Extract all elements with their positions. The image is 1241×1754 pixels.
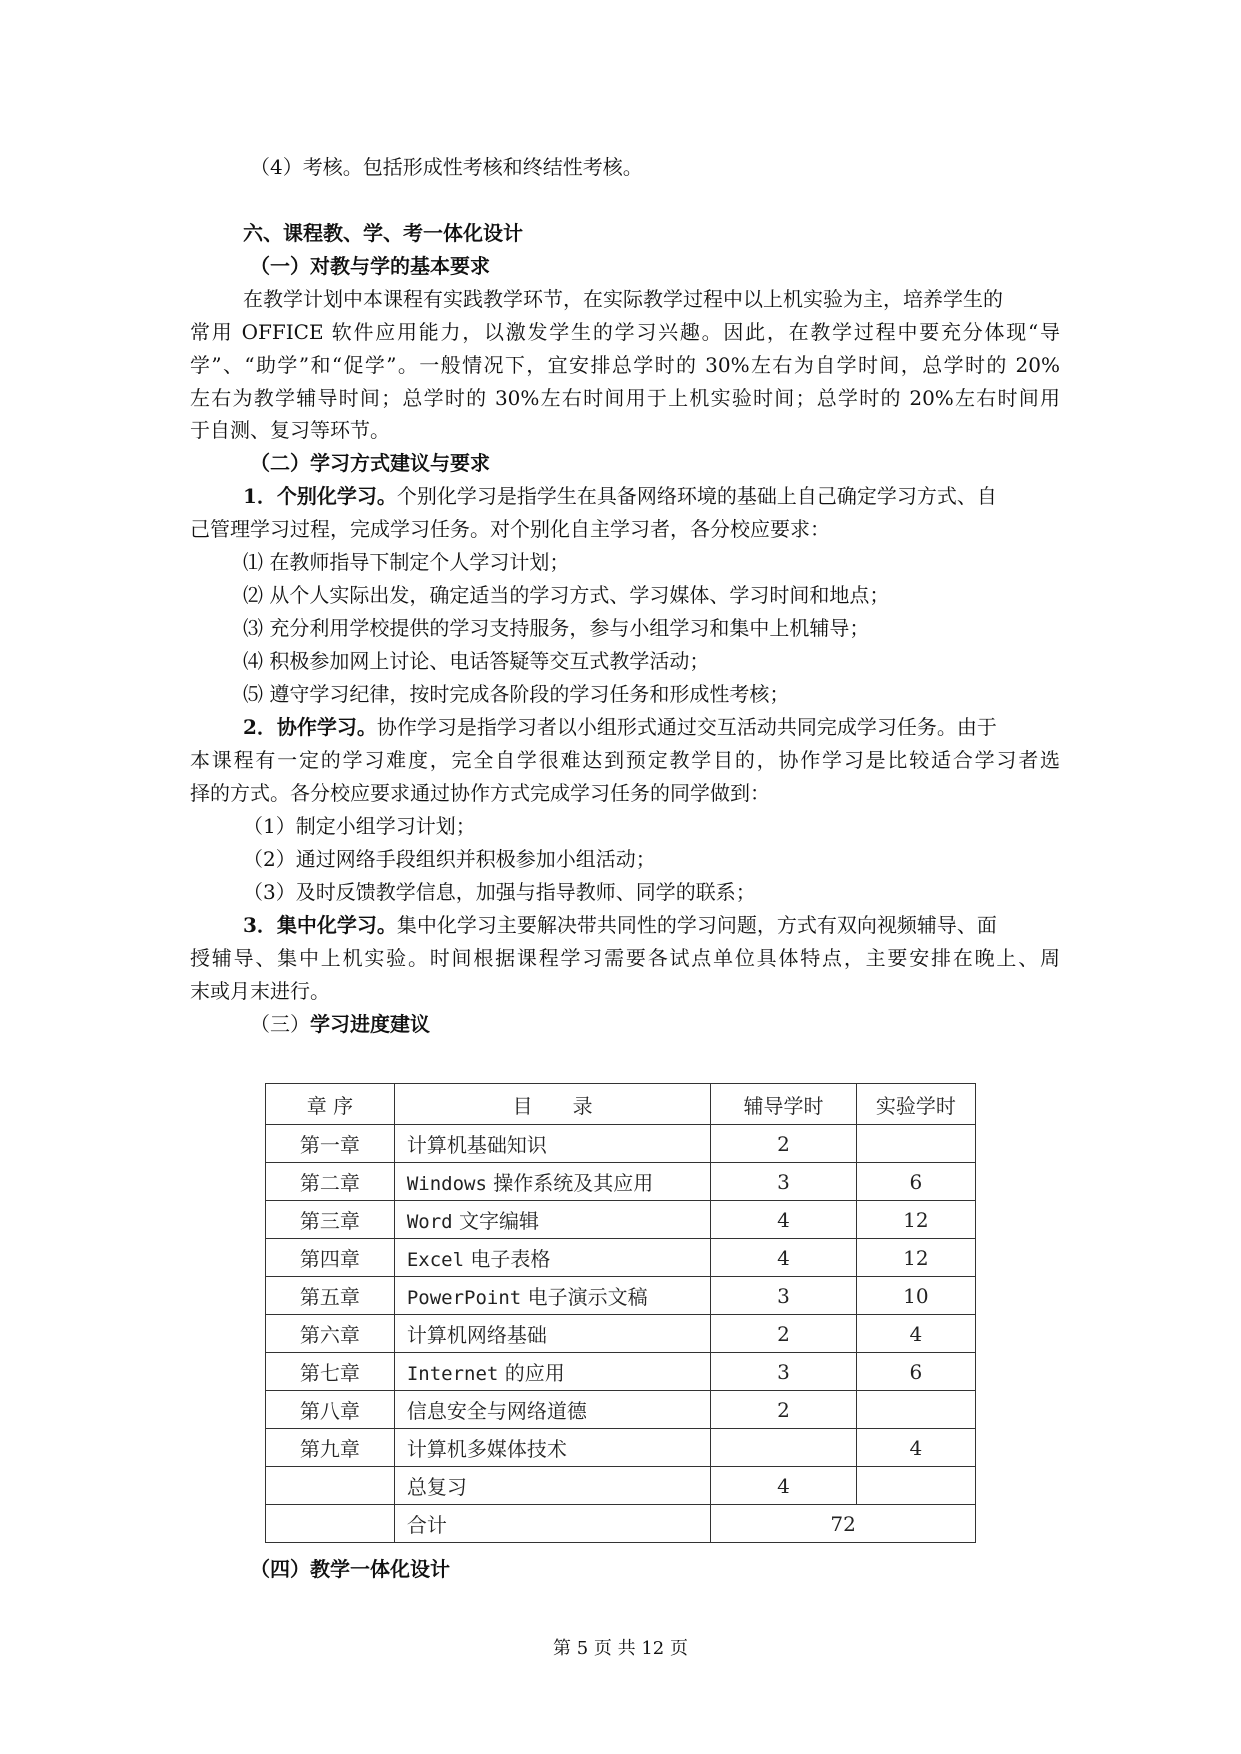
subsection-four-heading: （四）教学一体化设计 <box>250 1557 450 1581</box>
collab-study-item-2: （2）通过网络手段组织并积极参加小组活动； <box>243 847 656 871</box>
tutoring-hours-cell: 3 <box>711 1353 856 1391</box>
individual-study-text-1: 个别化学习是指学生在具备网络环境的基础上自己确定学习方式、自 <box>396 484 997 508</box>
title-cell <box>394 1315 710 1353</box>
collab-study-line-2 <box>190 745 1060 775</box>
title-text: 总复习 <box>406 1475 467 1499</box>
table-row <box>266 1391 976 1429</box>
collab-study-text-2: 本课程有一定的学习难度，完全自学很难达到预定教学目的，协作学习是比较适合学习者选 <box>190 748 1060 772</box>
tutoring-hours-cell: 2 <box>711 1315 856 1353</box>
lab-hours-cell: 6 <box>856 1163 975 1201</box>
table-header-row <box>266 1084 976 1125</box>
subsection-three-heading <box>250 1009 430 1039</box>
requirements-line-1 <box>243 284 1003 314</box>
collab-study-line-3: 择的方式。各分校应要求通过协作方式完成学习任务的同学做到： <box>190 781 770 805</box>
title-cell <box>394 1163 710 1201</box>
title-text: 计算机网络基础 <box>406 1323 547 1347</box>
central-study-line-3: 末或月末进行。 <box>190 979 330 1003</box>
total-hours-cell: 72 <box>711 1505 976 1543</box>
collab-study-line-1 <box>243 712 997 742</box>
central-study-text-2: 授辅导、集中上机实验。时间根据课程学习需要各试点单位具体特点，主要安排在晚上、周 <box>190 946 1060 970</box>
requirements-line-4 <box>190 383 1060 413</box>
title-text: 信息安全与网络道德 <box>406 1399 587 1423</box>
chapter-cell <box>266 1467 395 1505</box>
lab-hours-cell <box>856 1467 975 1505</box>
chapter-cell: 第八章 <box>266 1391 395 1429</box>
page-footer: 第 5 页 共 12 页 <box>553 1638 688 1659</box>
chapter-cell: 第五章 <box>266 1277 395 1315</box>
title-prefix: PowerPoint <box>406 1287 522 1309</box>
table-row <box>266 1163 976 1201</box>
collab-study-text-1: 协作学习是指学习者以小组形式通过交互活动共同完成学习任务。由于 <box>376 715 997 739</box>
title-cell <box>394 1125 710 1163</box>
individual-study-item-3: ⑶ 充分利用学校提供的学习支持服务，参与小组学习和集中上机辅导； <box>243 616 870 640</box>
central-study-line-1 <box>243 910 997 940</box>
requirements-line-5: 于自测、复习等环节。 <box>190 418 390 442</box>
tutoring-hours-cell: 3 <box>711 1277 856 1315</box>
table-row <box>266 1353 976 1391</box>
assessment-paragraph: （4）考核。包括形成性考核和终结性考核。 <box>250 155 643 179</box>
table-row <box>266 1315 976 1353</box>
collab-study-item-1: （1）制定小组学习计划； <box>243 814 476 838</box>
header-lab-hours: 实验学时 <box>856 1084 975 1125</box>
individual-study-line-2: 己管理学习过程，完成学习任务。对个别化自主学习者，各分校应要求： <box>190 517 830 541</box>
title-cell <box>394 1201 710 1239</box>
chapter-cell: 第二章 <box>266 1163 395 1201</box>
individual-study-line-1 <box>243 481 997 511</box>
lab-hours-cell: 4 <box>856 1315 975 1353</box>
title-text: 文字编辑 <box>452 1209 539 1233</box>
header-chapter: 章 序 <box>266 1084 395 1125</box>
header-contents: 目 录 <box>394 1084 710 1125</box>
table-total-row <box>266 1505 976 1543</box>
title-text: 电子演示文稿 <box>521 1285 648 1309</box>
section-six-heading: 六、课程教、学、考一体化设计 <box>243 221 523 245</box>
title-cell <box>394 1277 710 1315</box>
title-cell <box>394 1467 710 1505</box>
schedule-table <box>265 1083 976 1543</box>
title-prefix: Windows <box>406 1173 487 1195</box>
requirements-line-2 <box>190 317 1060 347</box>
collab-study-item-3: （3）及时反馈教学信息，加强与指导教师、同学的联系； <box>243 880 756 904</box>
title-prefix: Word <box>406 1211 453 1233</box>
lab-hours-cell <box>856 1391 975 1429</box>
chapter-cell: 第七章 <box>266 1353 395 1391</box>
lab-hours-cell <box>856 1125 975 1163</box>
chapter-cell: 第六章 <box>266 1315 395 1353</box>
table-row <box>266 1467 976 1505</box>
individual-study-item-2: ⑵ 从个人实际出发，确定适当的学习方式、学习媒体、学习时间和地点； <box>243 583 890 607</box>
subsection-three-text: 学习进度建议 <box>310 1012 430 1036</box>
title-cell <box>394 1429 710 1467</box>
chapter-cell: 第一章 <box>266 1125 395 1163</box>
collab-study-title: 2．协作学习。 <box>243 715 377 739</box>
tutoring-hours-cell: 4 <box>711 1467 856 1505</box>
lab-hours-cell: 12 <box>856 1239 975 1277</box>
central-study-title: 3．集中化学习。 <box>243 913 397 937</box>
tutoring-hours-cell: 4 <box>711 1239 856 1277</box>
total-chapter-cell <box>266 1505 395 1543</box>
tutoring-hours-cell: 4 <box>711 1201 856 1239</box>
individual-study-title: 1．个别化学习。 <box>243 484 397 508</box>
chapter-cell: 第三章 <box>266 1201 395 1239</box>
subsection-two-heading: （二）学习方式建议与要求 <box>250 451 490 475</box>
lab-hours-cell: 4 <box>856 1429 975 1467</box>
tutoring-hours-cell: 3 <box>711 1163 856 1201</box>
individual-study-item-1: ⑴ 在教师指导下制定个人学习计划； <box>243 550 570 574</box>
title-prefix: Internet <box>406 1363 499 1385</box>
individual-study-item-5: ⑸ 遵守学习纪律，按时完成各阶段的学习任务和形成性考核； <box>243 682 790 706</box>
table-row <box>266 1429 976 1467</box>
header-tutoring-hours: 辅导学时 <box>711 1084 856 1125</box>
requirements-line-3 <box>190 350 1060 380</box>
tutoring-hours-cell: 2 <box>711 1391 856 1429</box>
table-row <box>266 1239 976 1277</box>
central-study-line-2 <box>190 943 1060 973</box>
total-label-cell: 合计 <box>394 1505 710 1543</box>
lab-hours-cell: 10 <box>856 1277 975 1315</box>
subsection-three-prefix: （三） <box>250 1012 310 1036</box>
table-row <box>266 1125 976 1163</box>
individual-study-item-4: ⑷ 积极参加网上讨论、电话答疑等交互式教学活动； <box>243 649 710 673</box>
requirements-text-3: 学”、“助学”和“促学”。一般情况下，宜安排总学时的 30%左右为自学时间，总学时的 20% <box>190 353 1060 377</box>
chapter-cell: 第四章 <box>266 1239 395 1277</box>
central-study-text-1: 集中化学习主要解决带共同性的学习问题，方式有双向视频辅导、面 <box>396 913 997 937</box>
lab-hours-cell: 6 <box>856 1353 975 1391</box>
title-cell <box>394 1239 710 1277</box>
subsection-one-heading: （一）对教与学的基本要求 <box>250 254 490 278</box>
title-text: 的应用 <box>498 1361 565 1385</box>
title-text: 电子表格 <box>464 1247 551 1271</box>
title-cell <box>394 1391 710 1429</box>
title-text: 操作系统及其应用 <box>486 1171 654 1195</box>
title-prefix: Excel <box>406 1249 465 1271</box>
lab-hours-cell: 12 <box>856 1201 975 1239</box>
title-text: 计算机多媒体技术 <box>406 1437 567 1461</box>
requirements-text-4: 左右为教学辅导时间；总学时的 30%左右时间用于上机实验时间；总学时的 20%左右时间用 <box>190 386 1060 410</box>
requirements-text-2: 常用 OFFICE 软件应用能力，以激发学生的学习兴趣。因此，在教学过程中要充分体现“导 <box>190 320 1060 344</box>
chapter-cell: 第九章 <box>266 1429 395 1467</box>
tutoring-hours-cell: 2 <box>711 1125 856 1163</box>
tutoring-hours-cell <box>711 1429 856 1467</box>
title-text: 计算机基础知识 <box>406 1133 547 1157</box>
title-cell <box>394 1353 710 1391</box>
table-row <box>266 1201 976 1239</box>
table-row <box>266 1277 976 1315</box>
requirements-text-1: 在教学计划中本课程有实践教学环节，在实际教学过程中以上机实验为主，培养学生的 <box>243 287 1003 311</box>
